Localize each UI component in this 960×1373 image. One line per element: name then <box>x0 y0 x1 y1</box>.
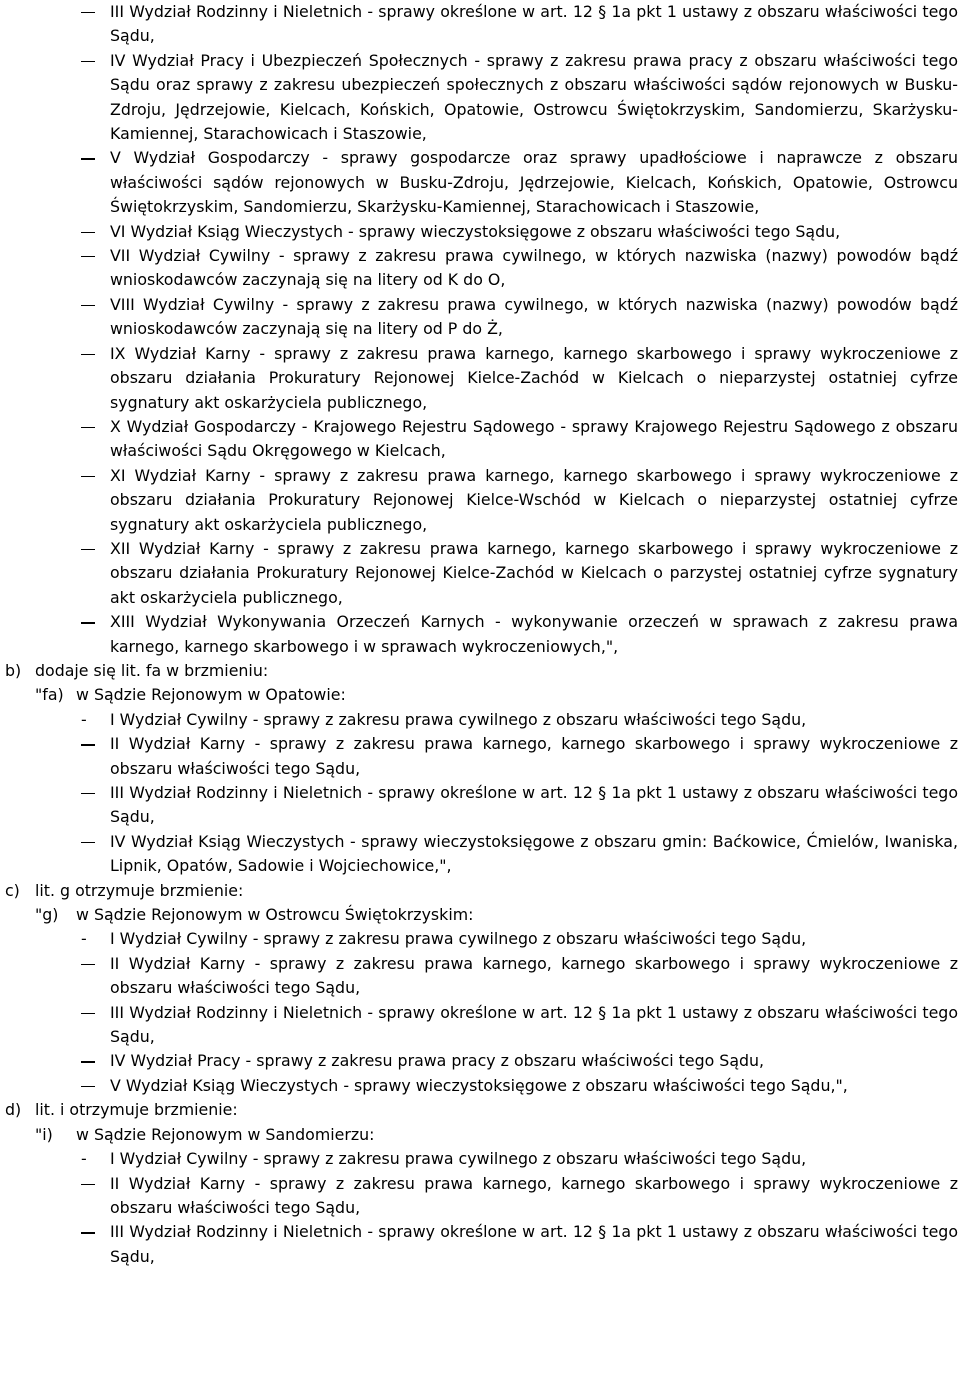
list-item-text: I Wydział Cywilny - sprawy z zakresu prawa cywilnego z obszaru właściwości tego Sądu, <box>110 1149 807 1169</box>
list-item: II Wydział Karny - sprawy z zakresu prawa karnego, karnego skarbowego i sprawy wykroczeniowe z obszaru właściwości tego Sądu, <box>0 952 960 1001</box>
section-b-intro: dodaje się lit. fa w brzmieniu: <box>35 660 269 680</box>
section-b-heading <box>0 659 960 683</box>
list-item: VIII Wydział Cywilny - sprawy z zakresu prawa cywilnego, w których nazwiska (nazwy) powodów bądź wnioskodawców zaczynają się na litery od P do Ż, <box>0 293 960 342</box>
list-item: VI Wydział Ksiąg Wieczystych - sprawy wieczystoksięgowe z obszaru właściwości tego Sądu, <box>0 220 960 244</box>
section-d-intro: lit. i otrzymuje brzmienie: <box>35 1100 238 1120</box>
section-b-mark: b) <box>5 660 22 680</box>
list-item: IV Wydział Pracy - sprawy z zakresu prawa pracy z obszaru właściwości tego Sądu, <box>0 1049 960 1073</box>
list-item: V Wydział Ksiąg Wieczystych - sprawy wieczystoksięgowe z obszaru właściwości tego Sądu,", <box>0 1074 960 1098</box>
section-d-heading <box>0 1098 960 1122</box>
list-item: III Wydział Rodzinny i Nieletnich - sprawy określone w art. 12 § 1a pkt 1 ustawy z obszaru właściwości tego Sądu, <box>0 1220 960 1269</box>
section-d-court-name: w Sądzie Rejonowym w Sandomierzu: <box>76 1124 375 1144</box>
list-item: XIII Wydział Wykonywania Orzeczeń Karnych - wykonywanie orzeczeń w sprawach z zakresu prawa karnego, karnego skarbowego i w sprawach wykroczeniowych,", <box>0 610 960 659</box>
hyphen-mark: - <box>81 1149 87 1169</box>
list-item: XI Wydział Karny - sprawy z zakresu prawa karnego, karnego skarbowego i sprawy wykroczeniowe z obszaru działania Prokuratury Rejonowej Kielce-Wschód w Kielcach o nieparzystej ostatniej cyfrze sygnatury akt oskarżyciela publicznego, <box>0 464 960 537</box>
section-c <box>0 879 960 1099</box>
section-c-court-mark: "g) <box>35 905 59 925</box>
section-d <box>0 1098 960 1269</box>
list-item: III Wydział Rodzinny i Nieletnich - sprawy określone w art. 12 § 1a pkt 1 ustawy z obszaru właściwości tego Sądu, <box>0 1001 960 1050</box>
list-item <box>0 708 960 732</box>
section-b <box>0 659 960 879</box>
list-item: II Wydział Karny - sprawy z zakresu prawa karnego, karnego skarbowego i sprawy wykroczeniowe z obszaru właściwości tego Sądu, <box>0 732 960 781</box>
hyphen-mark: - <box>81 709 87 729</box>
list-item: VII Wydział Cywilny - sprawy z zakresu prawa cywilnego, w których nazwiska (nazwy) powodów bądź wnioskodawców zaczynają się na litery od K do O, <box>0 244 960 293</box>
list-item: IV Wydział Ksiąg Wieczystych - sprawy wieczystoksięgowe z obszaru gmin: Baćkowice, Ćmielów, Iwaniska, Lipnik, Opatów, Sadowie i Wojciechowice,", <box>0 830 960 879</box>
section-d-mark: d) <box>5 1100 22 1120</box>
list-item: IV Wydział Pracy i Ubezpieczeń Społecznych - sprawy z zakresu prawa pracy z obszaru właściwości tego Sądu oraz sprawy z zakresu ubezpieczeń społecznych z obszaru właściwości sądów rejonowych w Busku-Zdroju, Jędrzejowie, Kielcach, Końskich, Opatowie, Ostrowcu Świętokrzyskim, Sandomierzu, Skarżysku-Kamiennej, Starachowicach i Staszowie, <box>0 49 960 147</box>
section-c-mark: c) <box>5 880 20 900</box>
section-b-court-name: w Sądzie Rejonowym w Opatowie: <box>76 685 346 705</box>
section-c-court <box>0 903 960 927</box>
section-b-court-mark: "fa) <box>35 685 64 705</box>
section-d-court-mark: "i) <box>35 1124 53 1144</box>
section-a-list <box>0 0 960 659</box>
list-item: IX Wydział Karny - sprawy z zakresu prawa karnego, karnego skarbowego i sprawy wykroczeniowe z obszaru działania Prokuratury Rejonowej Kielce-Zachód w Kielcach o nieparzystej ostatniej cyfrze sygnatury akt oskarżyciela publicznego, <box>0 342 960 415</box>
list-item: V Wydział Gospodarczy - sprawy gospodarcze oraz sprawy upadłościowe i naprawcze z obszaru właściwości sądów rejonowych w Busku-Zdroju, Jędrzejowie, Kielcach, Końskich, Opatowie, Ostrowcu Świętokrzyskim, Sandomierzu, Skarżysku-Kamiennej, Starachowicach i Staszowie, <box>0 146 960 219</box>
list-item: II Wydział Karny - sprawy z zakresu prawa karnego, karnego skarbowego i sprawy wykroczeniowe z obszaru właściwości tego Sądu, <box>0 1172 960 1221</box>
list-item: III Wydział Rodzinny i Nieletnich - sprawy określone w art. 12 § 1a pkt 1 ustawy z obszaru właściwości tego Sądu, <box>0 781 960 830</box>
list-item-text: I Wydział Cywilny - sprawy z zakresu prawa cywilnego z obszaru właściwości tego Sądu, <box>110 929 807 949</box>
hyphen-mark: - <box>81 929 87 949</box>
list-item: III Wydział Rodzinny i Nieletnich - sprawy określone w art. 12 § 1a pkt 1 ustawy z obszaru właściwości tego Sądu, <box>0 0 960 49</box>
list-item-text: I Wydział Cywilny - sprawy z zakresu prawa cywilnego z obszaru właściwości tego Sądu, <box>110 709 807 729</box>
section-b-court <box>0 683 960 707</box>
list-item <box>0 927 960 951</box>
list-item <box>0 1147 960 1171</box>
section-d-court <box>0 1123 960 1147</box>
section-c-court-name: w Sądzie Rejonowym w Ostrowcu Świętokrzyskim: <box>76 905 474 925</box>
section-c-intro: lit. g otrzymuje brzmienie: <box>35 880 244 900</box>
section-c-heading <box>0 879 960 903</box>
list-item: XII Wydział Karny - sprawy z zakresu prawa karnego, karnego skarbowego i sprawy wykroczeniowe z obszaru działania Prokuratury Rejonowej Kielce-Zachód w Kielcach o parzystej ostatniej cyfrze sygnatury akt oskarżyciela publicznego, <box>0 537 960 610</box>
list-item: X Wydział Gospodarczy - Krajowego Rejestru Sądowego - sprawy Krajowego Rejestru Sądowego z obszaru właściwości Sądu Okręgowego w Kielcach, <box>0 415 960 464</box>
